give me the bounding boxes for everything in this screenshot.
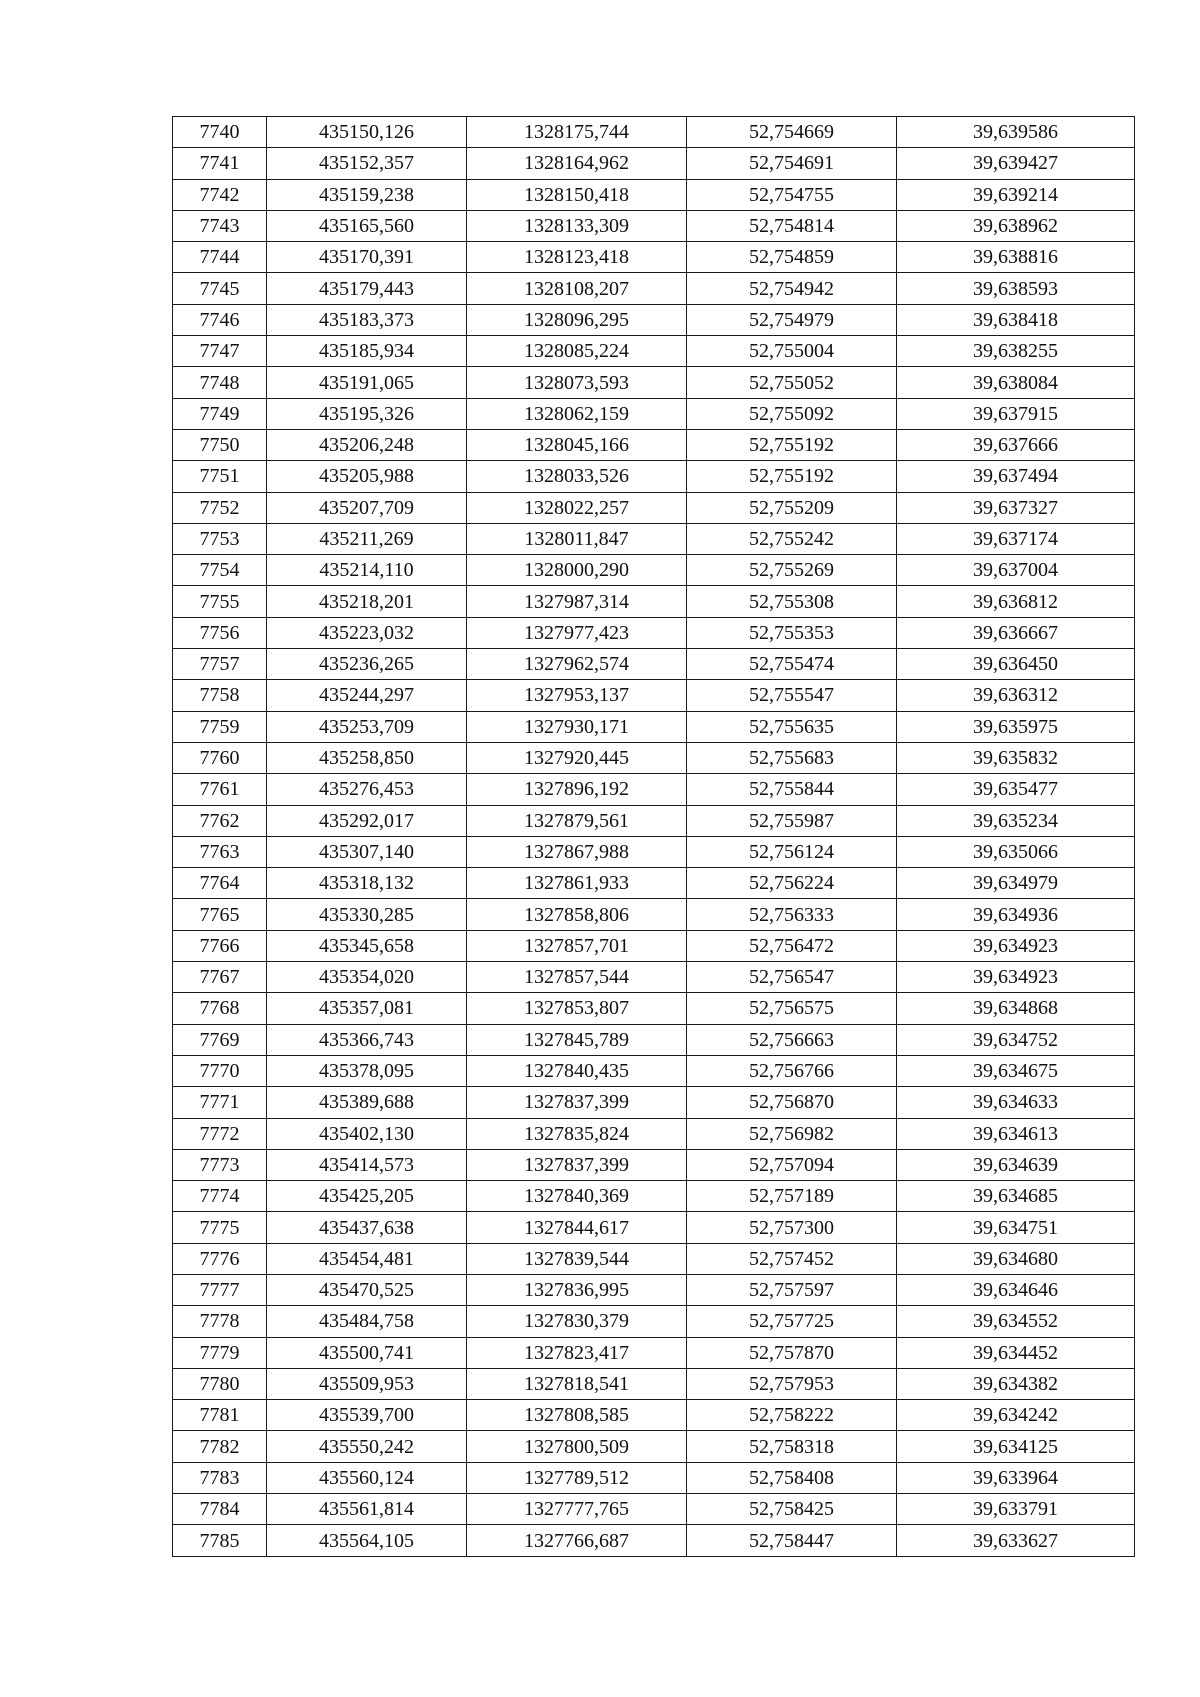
table-row xyxy=(173,899,1135,930)
x-coordinate-cell: 435366,743 xyxy=(267,1024,467,1055)
y-coordinate-cell: 1328033,526 xyxy=(467,461,687,492)
latitude-cell: 52,757870 xyxy=(687,1337,897,1368)
y-coordinate-cell: 1328011,847 xyxy=(467,523,687,554)
y-coordinate-cell: 1328062,159 xyxy=(467,398,687,429)
point-number-cell: 7757 xyxy=(173,649,267,680)
longitude-cell: 39,637327 xyxy=(897,492,1135,523)
point-number-cell: 7758 xyxy=(173,680,267,711)
latitude-cell: 52,755635 xyxy=(687,711,897,742)
point-number-cell: 7759 xyxy=(173,711,267,742)
x-coordinate-cell: 435560,124 xyxy=(267,1462,467,1493)
latitude-cell: 52,757725 xyxy=(687,1306,897,1337)
coordinates-table xyxy=(172,116,1135,1557)
point-number-cell: 7779 xyxy=(173,1337,267,1368)
latitude-cell: 52,756766 xyxy=(687,1055,897,1086)
point-number-cell: 7752 xyxy=(173,492,267,523)
x-coordinate-cell: 435159,238 xyxy=(267,179,467,210)
x-coordinate-cell: 435414,573 xyxy=(267,1149,467,1180)
y-coordinate-cell: 1327987,314 xyxy=(467,586,687,617)
y-coordinate-cell: 1327830,379 xyxy=(467,1306,687,1337)
latitude-cell: 52,757300 xyxy=(687,1212,897,1243)
x-coordinate-cell: 435307,140 xyxy=(267,836,467,867)
table-row xyxy=(173,1087,1135,1118)
x-coordinate-cell: 435179,443 xyxy=(267,273,467,304)
y-coordinate-cell: 1328164,962 xyxy=(467,148,687,179)
y-coordinate-cell: 1327857,701 xyxy=(467,930,687,961)
x-coordinate-cell: 435211,269 xyxy=(267,523,467,554)
point-number-cell: 7778 xyxy=(173,1306,267,1337)
x-coordinate-cell: 435205,988 xyxy=(267,461,467,492)
y-coordinate-cell: 1328133,309 xyxy=(467,210,687,241)
y-coordinate-cell: 1327840,435 xyxy=(467,1055,687,1086)
table-row xyxy=(173,242,1135,273)
latitude-cell: 52,755547 xyxy=(687,680,897,711)
table-row xyxy=(173,273,1135,304)
longitude-cell: 39,636312 xyxy=(897,680,1135,711)
latitude-cell: 52,754755 xyxy=(687,179,897,210)
point-number-cell: 7780 xyxy=(173,1368,267,1399)
point-number-cell: 7775 xyxy=(173,1212,267,1243)
longitude-cell: 39,634751 xyxy=(897,1212,1135,1243)
y-coordinate-cell: 1327836,995 xyxy=(467,1274,687,1305)
table-row xyxy=(173,1149,1135,1180)
table-row xyxy=(173,1525,1135,1556)
x-coordinate-cell: 435500,741 xyxy=(267,1337,467,1368)
coordinates-table-body xyxy=(173,117,1135,1557)
latitude-cell: 52,755269 xyxy=(687,555,897,586)
x-coordinate-cell: 435152,357 xyxy=(267,148,467,179)
y-coordinate-cell: 1327823,417 xyxy=(467,1337,687,1368)
table-row xyxy=(173,429,1135,460)
table-row xyxy=(173,1400,1135,1431)
point-number-cell: 7754 xyxy=(173,555,267,586)
point-number-cell: 7755 xyxy=(173,586,267,617)
point-number-cell: 7763 xyxy=(173,836,267,867)
y-coordinate-cell: 1328085,224 xyxy=(467,336,687,367)
point-number-cell: 7785 xyxy=(173,1525,267,1556)
point-number-cell: 7762 xyxy=(173,805,267,836)
y-coordinate-cell: 1327837,399 xyxy=(467,1149,687,1180)
point-number-cell: 7753 xyxy=(173,523,267,554)
longitude-cell: 39,639427 xyxy=(897,148,1135,179)
table-row xyxy=(173,336,1135,367)
latitude-cell: 52,758425 xyxy=(687,1494,897,1525)
table-row xyxy=(173,962,1135,993)
latitude-cell: 52,758318 xyxy=(687,1431,897,1462)
table-row xyxy=(173,1306,1135,1337)
table-row xyxy=(173,1337,1135,1368)
point-number-cell: 7776 xyxy=(173,1243,267,1274)
latitude-cell: 52,755052 xyxy=(687,367,897,398)
table-row xyxy=(173,993,1135,1024)
y-coordinate-cell: 1328150,418 xyxy=(467,179,687,210)
y-coordinate-cell: 1327808,585 xyxy=(467,1400,687,1431)
longitude-cell: 39,634639 xyxy=(897,1149,1135,1180)
latitude-cell: 52,755987 xyxy=(687,805,897,836)
x-coordinate-cell: 435195,326 xyxy=(267,398,467,429)
longitude-cell: 39,634675 xyxy=(897,1055,1135,1086)
x-coordinate-cell: 435170,391 xyxy=(267,242,467,273)
point-number-cell: 7765 xyxy=(173,899,267,930)
latitude-cell: 52,756472 xyxy=(687,930,897,961)
point-number-cell: 7745 xyxy=(173,273,267,304)
latitude-cell: 52,755004 xyxy=(687,336,897,367)
y-coordinate-cell: 1328175,744 xyxy=(467,117,687,148)
table-row xyxy=(173,1024,1135,1055)
longitude-cell: 39,634242 xyxy=(897,1400,1135,1431)
table-row xyxy=(173,304,1135,335)
latitude-cell: 52,755474 xyxy=(687,649,897,680)
x-coordinate-cell: 435470,525 xyxy=(267,1274,467,1305)
longitude-cell: 39,637004 xyxy=(897,555,1135,586)
y-coordinate-cell: 1327896,192 xyxy=(467,774,687,805)
y-coordinate-cell: 1327845,789 xyxy=(467,1024,687,1055)
y-coordinate-cell: 1327835,824 xyxy=(467,1118,687,1149)
table-row xyxy=(173,398,1135,429)
longitude-cell: 39,634613 xyxy=(897,1118,1135,1149)
y-coordinate-cell: 1327766,687 xyxy=(467,1525,687,1556)
point-number-cell: 7741 xyxy=(173,148,267,179)
table-row xyxy=(173,179,1135,210)
latitude-cell: 52,755353 xyxy=(687,617,897,648)
point-number-cell: 7751 xyxy=(173,461,267,492)
point-number-cell: 7770 xyxy=(173,1055,267,1086)
y-coordinate-cell: 1327861,933 xyxy=(467,868,687,899)
y-coordinate-cell: 1327789,512 xyxy=(467,1462,687,1493)
x-coordinate-cell: 435253,709 xyxy=(267,711,467,742)
latitude-cell: 52,754942 xyxy=(687,273,897,304)
x-coordinate-cell: 435550,242 xyxy=(267,1431,467,1462)
table-row xyxy=(173,1055,1135,1086)
point-number-cell: 7773 xyxy=(173,1149,267,1180)
latitude-cell: 52,757094 xyxy=(687,1149,897,1180)
x-coordinate-cell: 435561,814 xyxy=(267,1494,467,1525)
latitude-cell: 52,756575 xyxy=(687,993,897,1024)
latitude-cell: 52,756982 xyxy=(687,1118,897,1149)
latitude-cell: 52,754691 xyxy=(687,148,897,179)
longitude-cell: 39,634125 xyxy=(897,1431,1135,1462)
y-coordinate-cell: 1327840,369 xyxy=(467,1181,687,1212)
x-coordinate-cell: 435206,248 xyxy=(267,429,467,460)
point-number-cell: 7764 xyxy=(173,868,267,899)
point-number-cell: 7769 xyxy=(173,1024,267,1055)
y-coordinate-cell: 1328022,257 xyxy=(467,492,687,523)
y-coordinate-cell: 1328108,207 xyxy=(467,273,687,304)
point-number-cell: 7756 xyxy=(173,617,267,648)
longitude-cell: 39,635234 xyxy=(897,805,1135,836)
longitude-cell: 39,634923 xyxy=(897,930,1135,961)
latitude-cell: 52,754859 xyxy=(687,242,897,273)
table-row xyxy=(173,1243,1135,1274)
point-number-cell: 7743 xyxy=(173,210,267,241)
longitude-cell: 39,638962 xyxy=(897,210,1135,241)
table-row xyxy=(173,617,1135,648)
longitude-cell: 39,637174 xyxy=(897,523,1135,554)
x-coordinate-cell: 435244,297 xyxy=(267,680,467,711)
table-row xyxy=(173,1274,1135,1305)
point-number-cell: 7784 xyxy=(173,1494,267,1525)
table-row xyxy=(173,586,1135,617)
table-row xyxy=(173,1368,1135,1399)
table-row xyxy=(173,148,1135,179)
longitude-cell: 39,634452 xyxy=(897,1337,1135,1368)
point-number-cell: 7742 xyxy=(173,179,267,210)
point-number-cell: 7768 xyxy=(173,993,267,1024)
y-coordinate-cell: 1328045,166 xyxy=(467,429,687,460)
y-coordinate-cell: 1327839,544 xyxy=(467,1243,687,1274)
y-coordinate-cell: 1327818,541 xyxy=(467,1368,687,1399)
longitude-cell: 39,634923 xyxy=(897,962,1135,993)
table-row xyxy=(173,367,1135,398)
longitude-cell: 39,637915 xyxy=(897,398,1135,429)
point-number-cell: 7749 xyxy=(173,398,267,429)
point-number-cell: 7747 xyxy=(173,336,267,367)
x-coordinate-cell: 435454,481 xyxy=(267,1243,467,1274)
table-row xyxy=(173,711,1135,742)
longitude-cell: 39,636667 xyxy=(897,617,1135,648)
table-row xyxy=(173,461,1135,492)
latitude-cell: 52,755092 xyxy=(687,398,897,429)
latitude-cell: 52,757189 xyxy=(687,1181,897,1212)
point-number-cell: 7767 xyxy=(173,962,267,993)
x-coordinate-cell: 435437,638 xyxy=(267,1212,467,1243)
latitude-cell: 52,754669 xyxy=(687,117,897,148)
table-row xyxy=(173,930,1135,961)
x-coordinate-cell: 435484,758 xyxy=(267,1306,467,1337)
point-number-cell: 7761 xyxy=(173,774,267,805)
longitude-cell: 39,635477 xyxy=(897,774,1135,805)
latitude-cell: 52,757452 xyxy=(687,1243,897,1274)
longitude-cell: 39,634680 xyxy=(897,1243,1135,1274)
longitude-cell: 39,638593 xyxy=(897,273,1135,304)
table-row xyxy=(173,210,1135,241)
x-coordinate-cell: 435183,373 xyxy=(267,304,467,335)
y-coordinate-cell: 1328000,290 xyxy=(467,555,687,586)
x-coordinate-cell: 435354,020 xyxy=(267,962,467,993)
x-coordinate-cell: 435214,110 xyxy=(267,555,467,586)
point-number-cell: 7783 xyxy=(173,1462,267,1493)
longitude-cell: 39,634382 xyxy=(897,1368,1135,1399)
latitude-cell: 52,756224 xyxy=(687,868,897,899)
latitude-cell: 52,757953 xyxy=(687,1368,897,1399)
point-number-cell: 7772 xyxy=(173,1118,267,1149)
latitude-cell: 52,756547 xyxy=(687,962,897,993)
x-coordinate-cell: 435389,688 xyxy=(267,1087,467,1118)
latitude-cell: 52,758408 xyxy=(687,1462,897,1493)
longitude-cell: 39,637494 xyxy=(897,461,1135,492)
y-coordinate-cell: 1327844,617 xyxy=(467,1212,687,1243)
table-row xyxy=(173,1494,1135,1525)
x-coordinate-cell: 435564,105 xyxy=(267,1525,467,1556)
longitude-cell: 39,634646 xyxy=(897,1274,1135,1305)
point-number-cell: 7750 xyxy=(173,429,267,460)
point-number-cell: 7766 xyxy=(173,930,267,961)
x-coordinate-cell: 435258,850 xyxy=(267,742,467,773)
longitude-cell: 39,633791 xyxy=(897,1494,1135,1525)
table-row xyxy=(173,742,1135,773)
longitude-cell: 39,636812 xyxy=(897,586,1135,617)
longitude-cell: 39,634685 xyxy=(897,1181,1135,1212)
latitude-cell: 52,754814 xyxy=(687,210,897,241)
latitude-cell: 52,755844 xyxy=(687,774,897,805)
point-number-cell: 7744 xyxy=(173,242,267,273)
point-number-cell: 7746 xyxy=(173,304,267,335)
table-row xyxy=(173,836,1135,867)
x-coordinate-cell: 435185,934 xyxy=(267,336,467,367)
table-row xyxy=(173,680,1135,711)
latitude-cell: 52,756124 xyxy=(687,836,897,867)
y-coordinate-cell: 1327777,765 xyxy=(467,1494,687,1525)
y-coordinate-cell: 1328096,295 xyxy=(467,304,687,335)
x-coordinate-cell: 435378,095 xyxy=(267,1055,467,1086)
latitude-cell: 52,754979 xyxy=(687,304,897,335)
y-coordinate-cell: 1327867,988 xyxy=(467,836,687,867)
y-coordinate-cell: 1328123,418 xyxy=(467,242,687,273)
x-coordinate-cell: 435345,658 xyxy=(267,930,467,961)
latitude-cell: 52,756333 xyxy=(687,899,897,930)
latitude-cell: 52,758447 xyxy=(687,1525,897,1556)
longitude-cell: 39,639586 xyxy=(897,117,1135,148)
point-number-cell: 7760 xyxy=(173,742,267,773)
y-coordinate-cell: 1327879,561 xyxy=(467,805,687,836)
table-row xyxy=(173,1462,1135,1493)
x-coordinate-cell: 435150,126 xyxy=(267,117,467,148)
longitude-cell: 39,638084 xyxy=(897,367,1135,398)
y-coordinate-cell: 1327853,807 xyxy=(467,993,687,1024)
x-coordinate-cell: 435539,700 xyxy=(267,1400,467,1431)
point-number-cell: 7740 xyxy=(173,117,267,148)
point-number-cell: 7771 xyxy=(173,1087,267,1118)
point-number-cell: 7782 xyxy=(173,1431,267,1462)
latitude-cell: 52,755683 xyxy=(687,742,897,773)
x-coordinate-cell: 435402,130 xyxy=(267,1118,467,1149)
longitude-cell: 39,633627 xyxy=(897,1525,1135,1556)
latitude-cell: 52,755192 xyxy=(687,461,897,492)
longitude-cell: 39,635832 xyxy=(897,742,1135,773)
latitude-cell: 52,756663 xyxy=(687,1024,897,1055)
point-number-cell: 7774 xyxy=(173,1181,267,1212)
longitude-cell: 39,639214 xyxy=(897,179,1135,210)
longitude-cell: 39,633964 xyxy=(897,1462,1135,1493)
point-number-cell: 7748 xyxy=(173,367,267,398)
longitude-cell: 39,634552 xyxy=(897,1306,1135,1337)
table-row xyxy=(173,117,1135,148)
point-number-cell: 7781 xyxy=(173,1400,267,1431)
y-coordinate-cell: 1327962,574 xyxy=(467,649,687,680)
table-row xyxy=(173,1181,1135,1212)
x-coordinate-cell: 435218,201 xyxy=(267,586,467,617)
table-row xyxy=(173,1212,1135,1243)
table-row xyxy=(173,1431,1135,1462)
latitude-cell: 52,755308 xyxy=(687,586,897,617)
x-coordinate-cell: 435207,709 xyxy=(267,492,467,523)
y-coordinate-cell: 1327930,171 xyxy=(467,711,687,742)
longitude-cell: 39,634752 xyxy=(897,1024,1135,1055)
x-coordinate-cell: 435276,453 xyxy=(267,774,467,805)
x-coordinate-cell: 435330,285 xyxy=(267,899,467,930)
latitude-cell: 52,755242 xyxy=(687,523,897,554)
y-coordinate-cell: 1327953,137 xyxy=(467,680,687,711)
y-coordinate-cell: 1327977,423 xyxy=(467,617,687,648)
x-coordinate-cell: 435292,017 xyxy=(267,805,467,836)
x-coordinate-cell: 435191,065 xyxy=(267,367,467,398)
table-row xyxy=(173,492,1135,523)
longitude-cell: 39,634868 xyxy=(897,993,1135,1024)
x-coordinate-cell: 435223,032 xyxy=(267,617,467,648)
latitude-cell: 52,755192 xyxy=(687,429,897,460)
table-row xyxy=(173,868,1135,899)
longitude-cell: 39,634633 xyxy=(897,1087,1135,1118)
point-number-cell: 7777 xyxy=(173,1274,267,1305)
longitude-cell: 39,634936 xyxy=(897,899,1135,930)
y-coordinate-cell: 1327800,509 xyxy=(467,1431,687,1462)
x-coordinate-cell: 435236,265 xyxy=(267,649,467,680)
longitude-cell: 39,638816 xyxy=(897,242,1135,273)
y-coordinate-cell: 1327857,544 xyxy=(467,962,687,993)
longitude-cell: 39,635975 xyxy=(897,711,1135,742)
y-coordinate-cell: 1327837,399 xyxy=(467,1087,687,1118)
longitude-cell: 39,638255 xyxy=(897,336,1135,367)
table-row xyxy=(173,555,1135,586)
table-row xyxy=(173,1118,1135,1149)
y-coordinate-cell: 1327858,806 xyxy=(467,899,687,930)
y-coordinate-cell: 1327920,445 xyxy=(467,742,687,773)
x-coordinate-cell: 435318,132 xyxy=(267,868,467,899)
table-row xyxy=(173,805,1135,836)
x-coordinate-cell: 435509,953 xyxy=(267,1368,467,1399)
latitude-cell: 52,757597 xyxy=(687,1274,897,1305)
longitude-cell: 39,636450 xyxy=(897,649,1135,680)
table-row xyxy=(173,649,1135,680)
latitude-cell: 52,755209 xyxy=(687,492,897,523)
table-row xyxy=(173,523,1135,554)
latitude-cell: 52,756870 xyxy=(687,1087,897,1118)
longitude-cell: 39,637666 xyxy=(897,429,1135,460)
x-coordinate-cell: 435357,081 xyxy=(267,993,467,1024)
table-row xyxy=(173,774,1135,805)
longitude-cell: 39,638418 xyxy=(897,304,1135,335)
y-coordinate-cell: 1328073,593 xyxy=(467,367,687,398)
longitude-cell: 39,635066 xyxy=(897,836,1135,867)
x-coordinate-cell: 435165,560 xyxy=(267,210,467,241)
longitude-cell: 39,634979 xyxy=(897,868,1135,899)
latitude-cell: 52,758222 xyxy=(687,1400,897,1431)
x-coordinate-cell: 435425,205 xyxy=(267,1181,467,1212)
